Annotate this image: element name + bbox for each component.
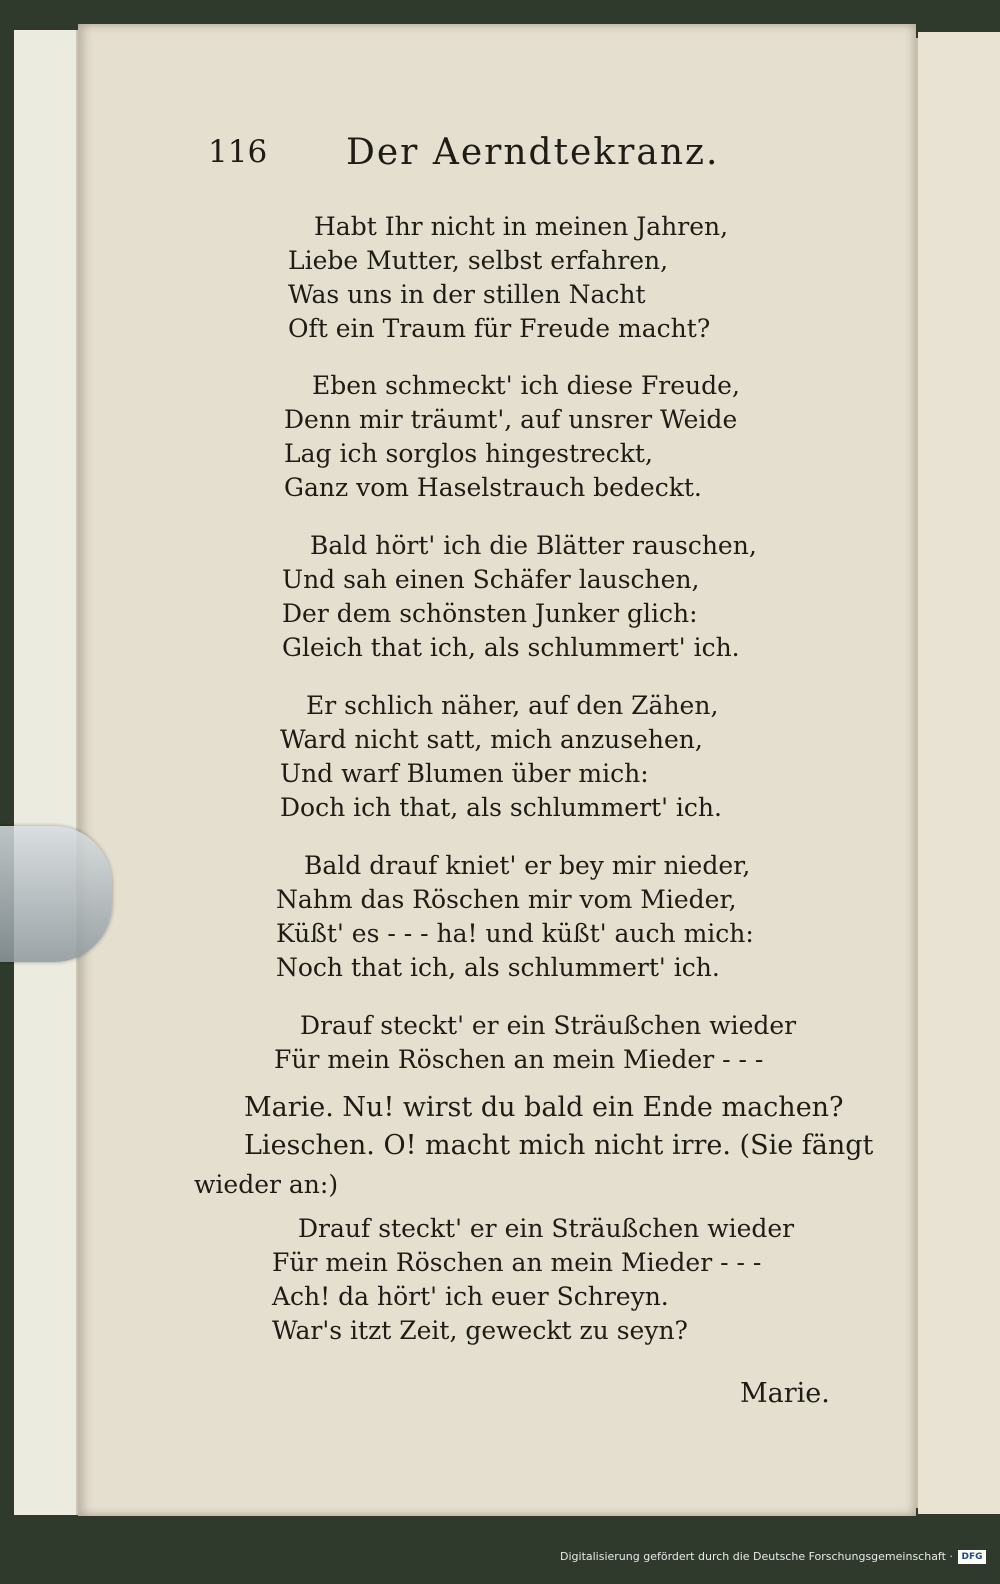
dfg-logo: DFG (958, 1550, 986, 1564)
digitization-credit: Digitalisierung gefördert durch die Deutsche Forschungsgemeinschaft · (560, 1550, 953, 1563)
verse-line: Für mein Röschen an mein Mieder - - - (274, 1045, 764, 1074)
verse-line: Der dem schönsten Junker glich: (282, 599, 698, 628)
verse-line: Doch ich that, als schlummert' ich. (280, 793, 722, 822)
verse-line: Liebe Mutter, selbst erfahren, (288, 246, 669, 275)
verse-line: Nahm das Röschen mir vom Mieder, (276, 885, 737, 914)
verse-line: Bald hört' ich die Blätter rauschen, (310, 531, 757, 560)
verse-line: Lag ich sorglos hingestreckt, (284, 439, 653, 468)
verse-line: Drauf steckt' er ein Sträußchen wieder (300, 1011, 797, 1040)
verse-line: Drauf steckt' er ein Sträußchen wieder (298, 1214, 795, 1243)
right-page (918, 32, 1000, 1514)
verse-line: Eben schmeckt' ich diese Freude, (312, 371, 740, 400)
running-title: Der Aerndtekranz. (346, 132, 720, 173)
verse-line: Ach! da hört' ich euer Schreyn. (272, 1282, 669, 1311)
verse-line: Habt Ihr nicht in meinen Jahren, (314, 212, 729, 241)
verse-line: Oft ein Traum für Freude macht? (288, 314, 711, 343)
verse-line: Gleich that ich, als schlummert' ich. (282, 633, 740, 662)
page-clip (0, 826, 112, 962)
verse-line: Ward nicht satt, mich anzusehen, (280, 725, 703, 754)
verse-line: Küßt' es - - - ha! und küßt' auch mich: (276, 919, 754, 948)
verse-line: Was uns in der stillen Nacht (288, 280, 646, 309)
verse-line: Und sah einen Schäfer lauschen, (282, 565, 700, 594)
speech-lieschen: Lieschen. O! macht mich nicht irre. (Sie fängt (244, 1130, 874, 1161)
verse-line: Er schlich näher, auf den Zähen, (306, 691, 719, 720)
speech-marie: Marie. Nu! wirst du bald ein Ende machen? (244, 1092, 844, 1123)
catchword: Marie. (740, 1378, 830, 1409)
verse-line: War's itzt Zeit, geweckt zu seyn? (272, 1316, 688, 1345)
verse-line: Und warf Blumen über mich: (280, 759, 649, 788)
left-page-strip (14, 30, 78, 1515)
stage-direction: wieder an:) (194, 1170, 339, 1199)
verse-line: Ganz vom Haselstrauch bedeckt. (284, 473, 702, 502)
verse-line: Für mein Röschen an mein Mieder - - - (272, 1248, 762, 1277)
verse-line: Noch that ich, als schlummert' ich. (276, 953, 720, 982)
page-number: 116 (208, 134, 268, 170)
verse-line: Denn mir träumt', auf unsrer Weide (284, 405, 738, 434)
verse-line: Bald drauf kniet' er bey mir nieder, (304, 851, 751, 880)
